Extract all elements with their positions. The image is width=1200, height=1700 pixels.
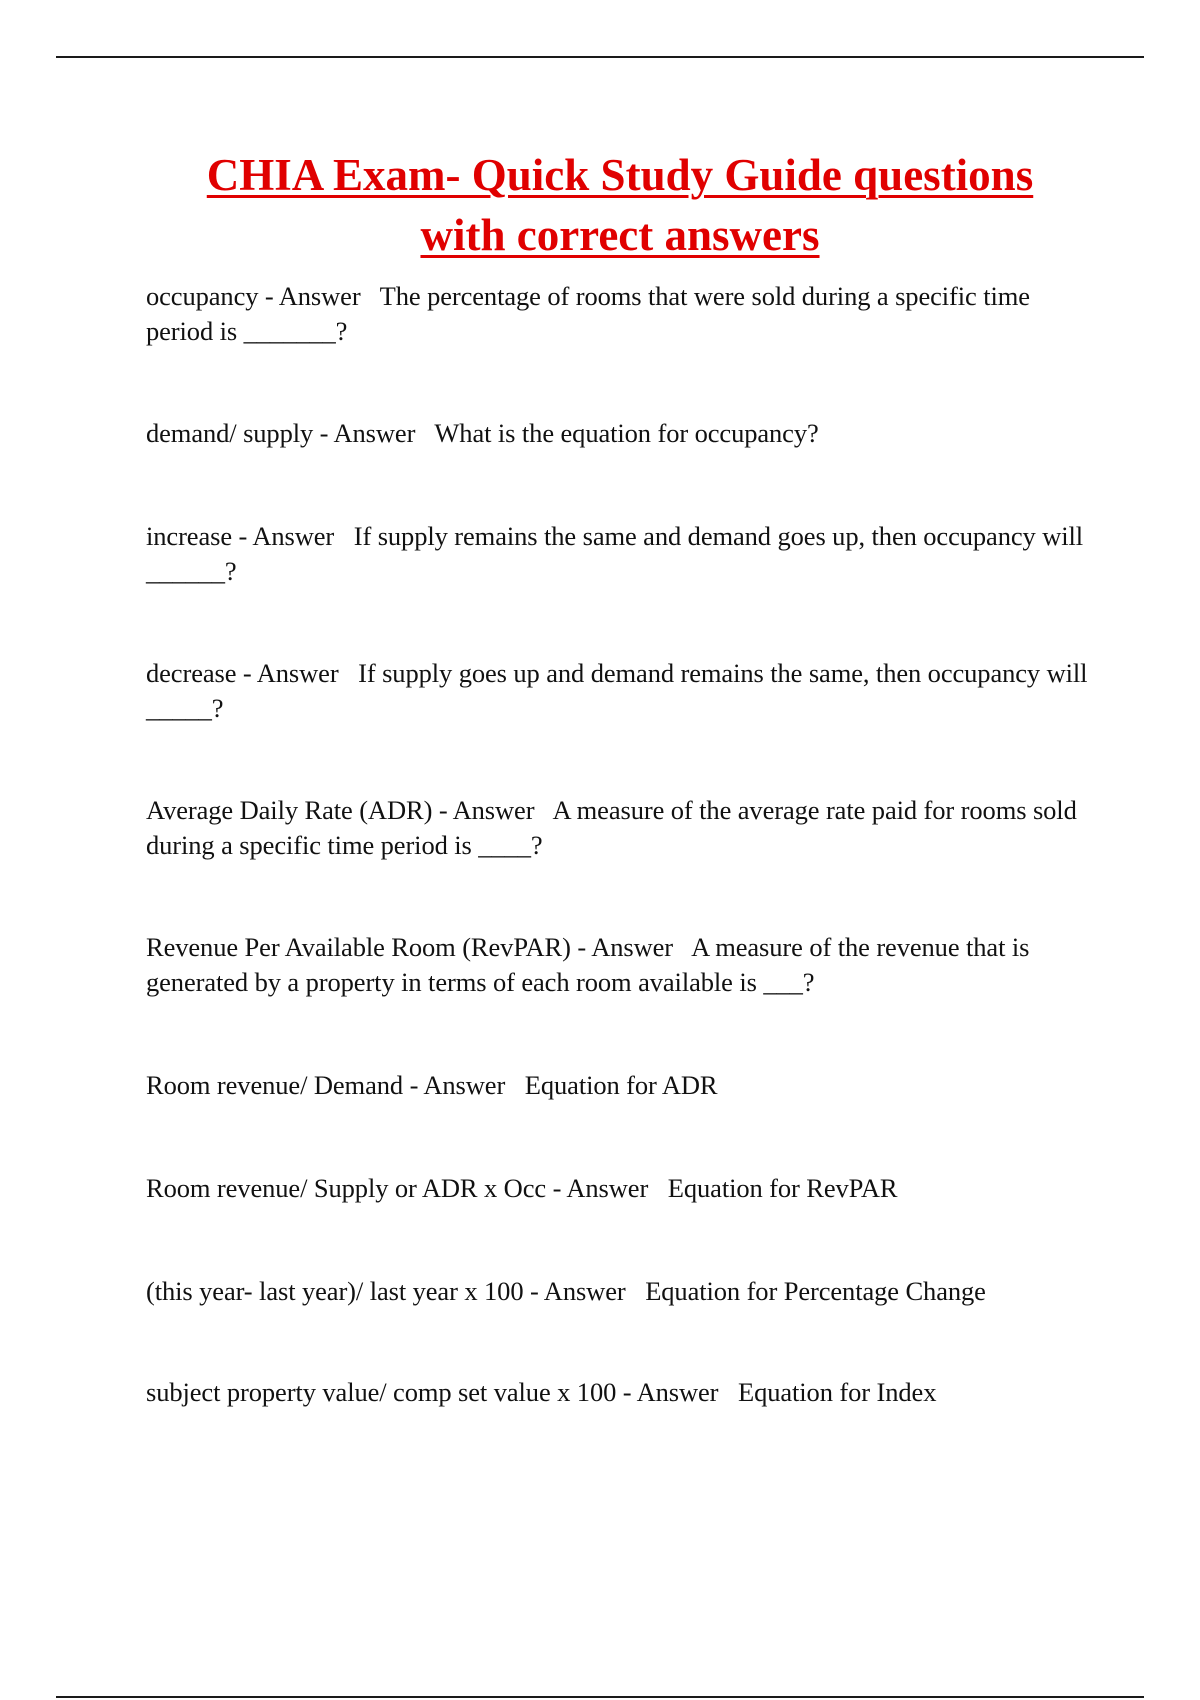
qa-separator: - Answer (523, 1276, 646, 1306)
title-line-1: CHIA Exam- Quick Study Guide questions (206, 150, 1034, 200)
qa-separator: - Answer (432, 795, 553, 825)
qa-separator: - Answer (546, 1173, 668, 1203)
qa-separator: - Answer (313, 418, 435, 448)
qa-item-occupancy (146, 279, 1096, 349)
qa-term: Room revenue/ Demand (146, 1070, 404, 1100)
qa-question: Equation for Percentage Change (645, 1276, 986, 1306)
qa-item-adr (146, 793, 1096, 863)
qa-term: occupancy (146, 281, 259, 311)
qa-term: Revenue Per Available Room (RevPAR) (146, 932, 571, 962)
qa-separator: - Answer (258, 281, 380, 311)
qa-term: Room revenue/ Supply or ADR x Occ (146, 1173, 547, 1203)
qa-separator: - Answer (403, 1070, 525, 1100)
qa-question: A measure of the revenue that is generated by a property in terms of each room available is ___? (146, 932, 1030, 997)
qa-term: subject property value/ comp set value x 100 (146, 1377, 617, 1407)
qa-item-increase (146, 519, 1096, 589)
qa-term: increase (146, 521, 232, 551)
qa-question: If supply goes up and demand remains the same, then occupancy will _____? (146, 658, 1088, 723)
qa-question: A measure of the average rate paid for rooms sold during a specific time period is ____? (146, 795, 1077, 860)
qa-question: The percentage of rooms that were sold during a specific time period is _______? (146, 281, 1030, 346)
qa-term: demand/ supply (146, 418, 314, 448)
qa-separator: - Answer (232, 521, 354, 551)
qa-question: Equation for RevPAR (667, 1173, 898, 1203)
qa-item-revpar (146, 930, 1096, 1000)
qa-question: Equation for Index (737, 1377, 937, 1407)
qa-term: decrease (146, 658, 237, 688)
qa-question: If supply remains the same and demand goes up, then occupancy will ______? (146, 521, 1084, 586)
qa-term: (this year- last year)/ last year x 100 (146, 1276, 524, 1306)
qa-question: Equation for ADR (524, 1070, 718, 1100)
qa-term: Average Daily Rate (ADR) (146, 795, 433, 825)
qa-question: What is the equation for occupancy? (434, 418, 819, 448)
qa-item-revpar-equation (146, 1171, 1096, 1206)
qa-item-demand-supply (146, 416, 1096, 451)
qa-separator: - Answer (570, 932, 692, 962)
qa-item-decrease (146, 656, 1096, 726)
qa-item-percentage-change (146, 1274, 1096, 1309)
qa-separator: - Answer (236, 658, 359, 688)
qa-separator: - Answer (616, 1377, 738, 1407)
qa-item-index (146, 1375, 1096, 1410)
bottom-rule (56, 1696, 1144, 1698)
title-line-2: with correct answers (420, 210, 820, 260)
qa-item-adr-equation (146, 1068, 1096, 1103)
